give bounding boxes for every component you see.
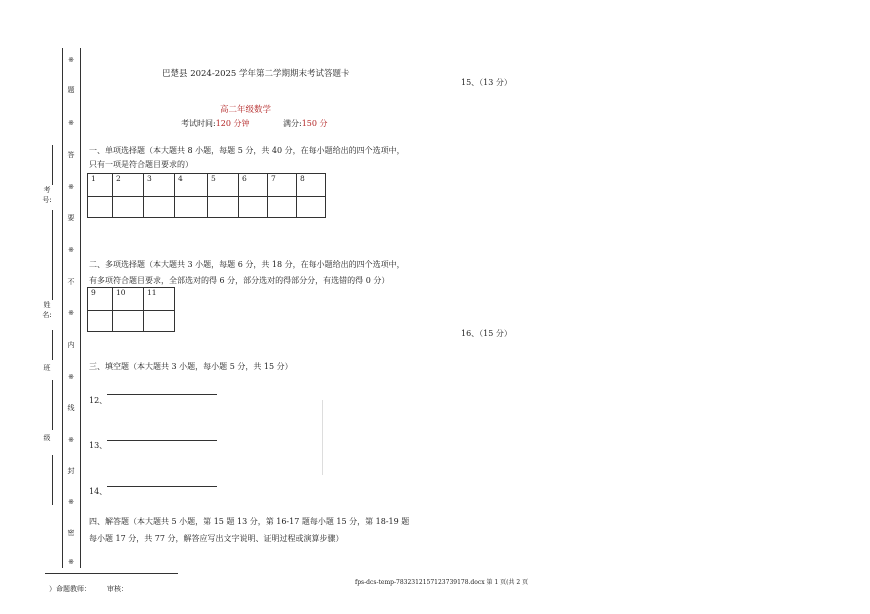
xingming-line bbox=[52, 210, 53, 300]
question-16-label: 16、（15 分） bbox=[461, 329, 512, 338]
answer-cell[interactable] bbox=[297, 197, 326, 218]
ji-label: 级 bbox=[43, 434, 51, 442]
binding-star: ※ bbox=[68, 558, 74, 566]
answer-cell[interactable] bbox=[113, 197, 144, 218]
section4-line2: 每小题 17 分，共 77 分，解答应写出文字说明、证明过程或演算步骤） bbox=[89, 534, 344, 543]
section2-answer-table bbox=[87, 287, 175, 332]
binding-line-inner bbox=[80, 48, 81, 568]
exam-time bbox=[181, 117, 250, 131]
answer-num-cell: 6 bbox=[239, 174, 268, 197]
answer-cell[interactable] bbox=[88, 197, 113, 218]
fill-blank-12[interactable] bbox=[107, 394, 217, 395]
answer-cell[interactable] bbox=[175, 197, 208, 218]
footer-filename: fps-dcs-temp-7832312157123739178.docx 第 1 页(共 2 页 bbox=[355, 579, 529, 586]
answer-num-cell: 4 bbox=[175, 174, 208, 197]
answer-num-cell: 10 bbox=[113, 288, 144, 311]
section1-line2: 只有一项是符合题目要求的） bbox=[89, 160, 193, 169]
question-15-label: 15、（13 分） bbox=[461, 78, 512, 87]
time-value: 120 分钟 bbox=[215, 119, 250, 128]
banji-line-bottom bbox=[52, 455, 53, 505]
binding-line-outer bbox=[62, 48, 63, 568]
answer-num-cell: 5 bbox=[208, 174, 239, 197]
section2-line1: 二、多项选择题（本大题共 3 小题，每题 6 分，共 18 分，在每小题给出的四个选项中， bbox=[89, 260, 405, 269]
answer-num-cell: 11 bbox=[144, 288, 175, 311]
binding-word: 题 bbox=[67, 86, 75, 94]
banji-label: 班 bbox=[43, 364, 51, 372]
fill-item-12: 12、 bbox=[89, 396, 108, 405]
section1-line1: 一、单项选择题（本大题共 8 小题，每题 5 分，共 40 分，在每小题给出的四个选项中， bbox=[89, 146, 405, 155]
section4-line1: 四、解答题（本大题共 5 小题，第 15 题 13 分，第 16-17 题每小题 15 分，第 18-19 题 bbox=[89, 517, 410, 526]
score-value: 150 分 bbox=[301, 119, 328, 128]
section1-answer-table bbox=[87, 173, 326, 218]
binding-word: 不 bbox=[67, 278, 75, 286]
banji-line-mid bbox=[52, 380, 53, 430]
binding-word: 密 bbox=[67, 529, 75, 537]
binding-star: ※ bbox=[68, 183, 74, 191]
binding-star: ※ bbox=[68, 246, 74, 254]
banji-line-top bbox=[52, 330, 53, 360]
kaohao-line bbox=[52, 145, 53, 185]
fill-blank-14[interactable] bbox=[107, 486, 217, 487]
answer-cell[interactable] bbox=[208, 197, 239, 218]
answer-num-cell: 2 bbox=[113, 174, 144, 197]
kaohao-label: 考号: bbox=[42, 186, 52, 204]
answer-num-cell: 9 bbox=[88, 288, 113, 311]
footer-teacher: ）命题教师： bbox=[49, 585, 91, 593]
answer-cell[interactable] bbox=[144, 311, 175, 332]
answer-cell[interactable] bbox=[144, 197, 175, 218]
fill-blank-13[interactable] bbox=[107, 440, 217, 441]
answer-num-cell: 8 bbox=[297, 174, 326, 197]
binding-star: ※ bbox=[68, 309, 74, 317]
exam-title: 巴楚县 2024-2025 学年第二学期期末考试答题卡 bbox=[162, 69, 350, 79]
binding-word: 答 bbox=[67, 151, 75, 159]
binding-word: 内 bbox=[67, 341, 75, 349]
footer-line bbox=[45, 573, 178, 574]
fill-item-14: 14、 bbox=[89, 487, 108, 496]
section2-line2: 有多项符合题目要求，全部选对的得 6 分，部分选对的得部分分，有选错的得 0 分） bbox=[89, 276, 390, 285]
section3-title: 三、填空题（本大题共 3 小题，每小题 5 分，共 15 分） bbox=[89, 362, 293, 371]
binding-word: 线 bbox=[67, 404, 75, 412]
binding-star: ※ bbox=[68, 498, 74, 506]
binding-word: 封 bbox=[67, 467, 75, 475]
binding-star: ※ bbox=[68, 373, 74, 381]
answer-cell[interactable] bbox=[268, 197, 297, 218]
binding-star: ※ bbox=[68, 436, 74, 444]
binding-word: 要 bbox=[67, 214, 75, 222]
footer-review: 审核： bbox=[107, 585, 128, 593]
answer-cell[interactable] bbox=[239, 197, 268, 218]
column-divider bbox=[322, 400, 323, 475]
exam-subtitle: 高二年级数学 bbox=[220, 105, 272, 115]
answer-num-cell: 7 bbox=[268, 174, 297, 197]
answer-cell[interactable] bbox=[88, 311, 113, 332]
xingming-label: 姓名: bbox=[42, 301, 52, 319]
binding-star: ※ bbox=[68, 119, 74, 127]
score-label: 满分: bbox=[283, 119, 302, 128]
answer-num-cell: 3 bbox=[144, 174, 175, 197]
answer-num-cell: 1 bbox=[88, 174, 113, 197]
answer-cell[interactable] bbox=[113, 311, 144, 332]
binding-star: ※ bbox=[68, 56, 74, 64]
time-label: 考试时间: bbox=[181, 119, 216, 128]
exam-score bbox=[283, 117, 328, 131]
fill-item-13: 13、 bbox=[89, 441, 108, 450]
